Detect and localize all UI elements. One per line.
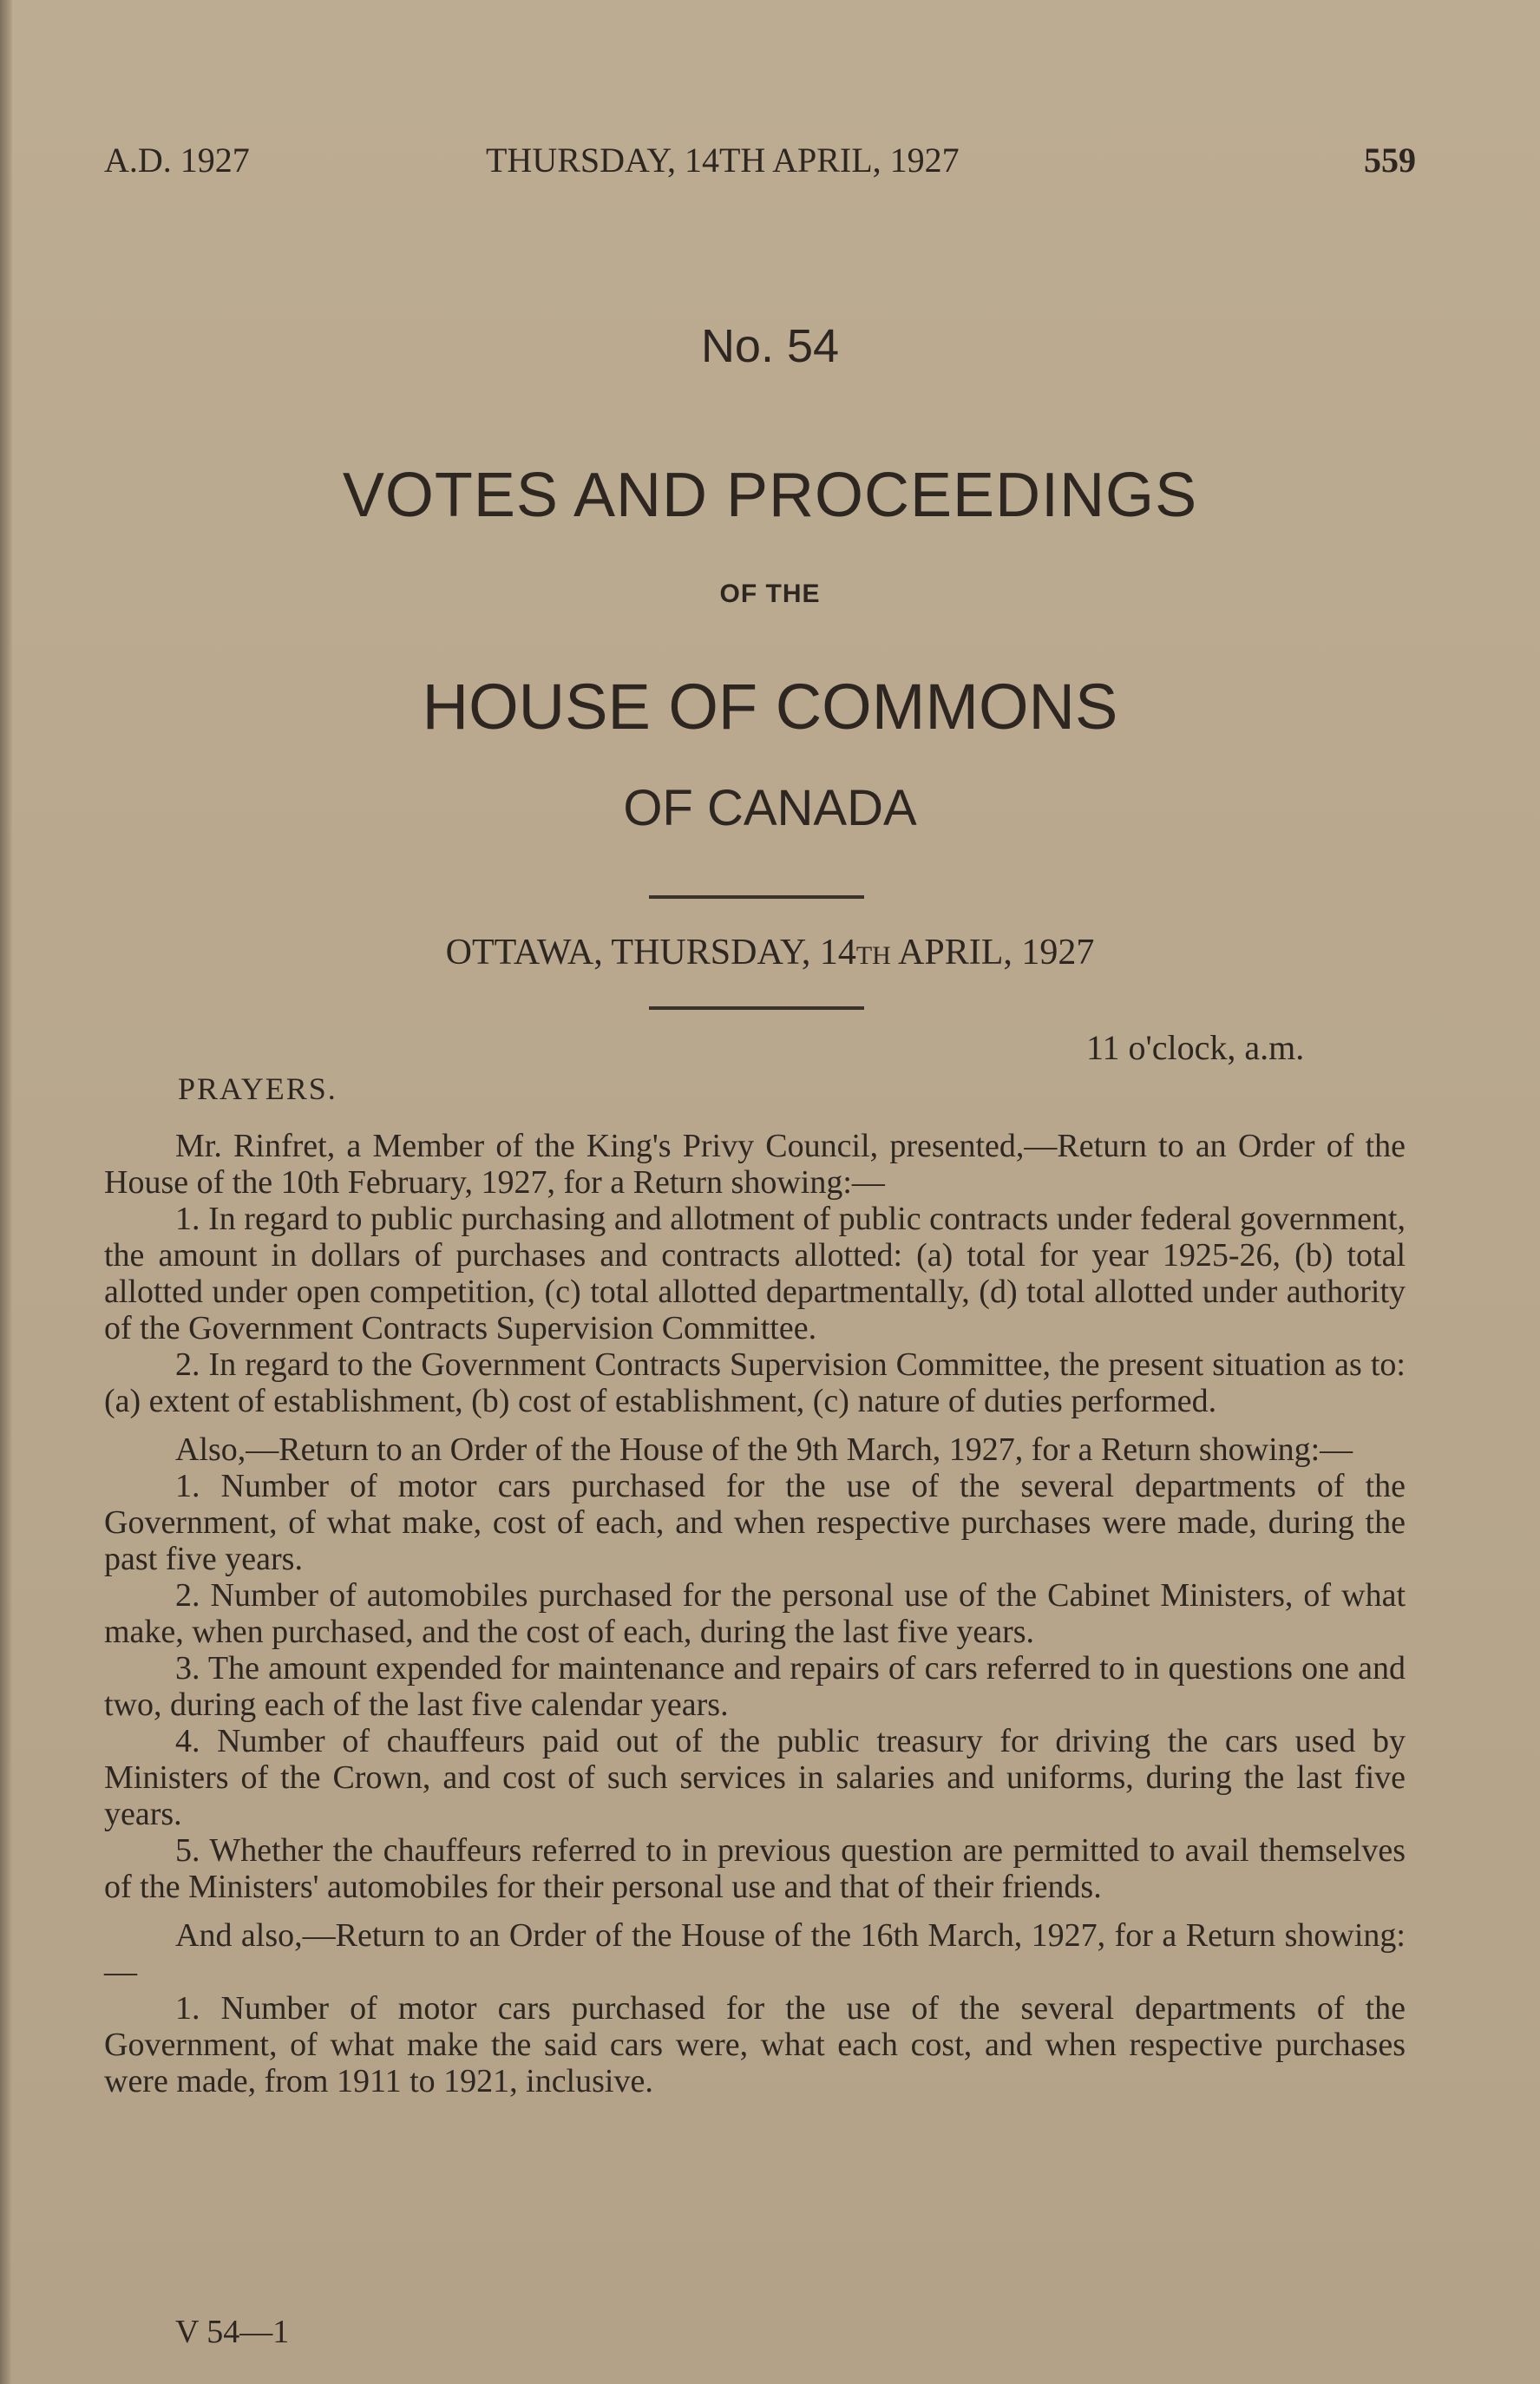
- sitting-time: 11 o'clock, a.m.: [1086, 1028, 1305, 1067]
- signature-mark: V 54—1: [175, 2314, 290, 2350]
- document-title: VOTES AND PROCEEDINGS: [342, 461, 1198, 530]
- paragraph: Mr. Rinfret, a Member of the King's Privy Council, presented,—Return to an Order of the House of the 10th February, 1927, for a Return showing:—: [104, 1128, 1406, 1201]
- paragraph: 2. In regard to the Government Contracts Supervision Committee, the present situation as to: (a) extent of establishment, (b) cost of establishment, (c) nature of duties performed.: [104, 1346, 1406, 1419]
- paragraph: And also,—Return to an Order of the House of the 16th March, 1927, for a Return showing:—: [104, 1917, 1406, 1990]
- house-title: HOUSE OF COMMONS: [422, 671, 1118, 743]
- issue-number: No. 54: [700, 320, 840, 372]
- proceedings-body: [104, 1128, 1406, 2099]
- paragraph: 1. In regard to public purchasing and allotment of public contracts under federal government, the amount in dollars of purchases and contracts allotted: (a) total for year 1925-26, (b) total allotted under open competition, (c) total allotted departmentally, (d) total allotted under authority of the Government Contracts Supervision Committee.: [104, 1201, 1406, 1346]
- dateline-ordinal: TH: [855, 941, 891, 970]
- paragraph: 2. Number of automobiles purchased for the personal use of the Cabinet Ministers, of what make, when purchased, and the cost of each, during the last five years.: [104, 1577, 1406, 1650]
- prayers-heading: PRAYERS.: [178, 1071, 337, 1106]
- running-head: [104, 139, 1416, 182]
- dateline-start: OTTAWA, THURSDAY, 14: [445, 933, 856, 973]
- paragraph: 5. Whether the chauffeurs referred to in previous question are permitted to avail themselves of the Ministers' automobiles for their personal use and that of their friends.: [104, 1832, 1406, 1905]
- dateline: [0, 932, 1540, 973]
- running-head-date: THURSDAY, 14TH APRIL, 1927: [486, 141, 960, 180]
- paragraph: Also,—Return to an Order of the House of the 9th March, 1927, for a Return showing:—: [175, 1431, 1353, 1468]
- divider-bottom: [649, 1006, 864, 1010]
- divider-top: [649, 895, 864, 899]
- paragraph: 3. The amount expended for maintenance and repairs of cars referred to in questions one and two, during each of the last five calendar years.: [104, 1650, 1406, 1723]
- paragraph: 1. Number of motor cars purchased for the use of the several departments of the Government, of what make, cost of each, and when respective purchases were made, during the past five years.: [104, 1468, 1406, 1577]
- running-head-year: A.D. 1927: [104, 141, 250, 180]
- paragraph: 1. Number of motor cars purchased for the use of the several departments of the Government, of what make the said cars were, what each cost, and when respective purchases were made, from 1911 to 1921, inclusive.: [104, 1990, 1406, 2099]
- title-connector: OF THE: [719, 580, 821, 608]
- dateline-end: APRIL, 1927: [890, 933, 1095, 973]
- paragraph: 4. Number of chauffeurs paid out of the public treasury for driving the cars used by Ministers of the Crown, and cost of such services in salaries and uniforms, during the last five years.: [104, 1723, 1406, 1832]
- page-number: 559: [1364, 141, 1416, 180]
- country-title: OF CANADA: [623, 780, 917, 836]
